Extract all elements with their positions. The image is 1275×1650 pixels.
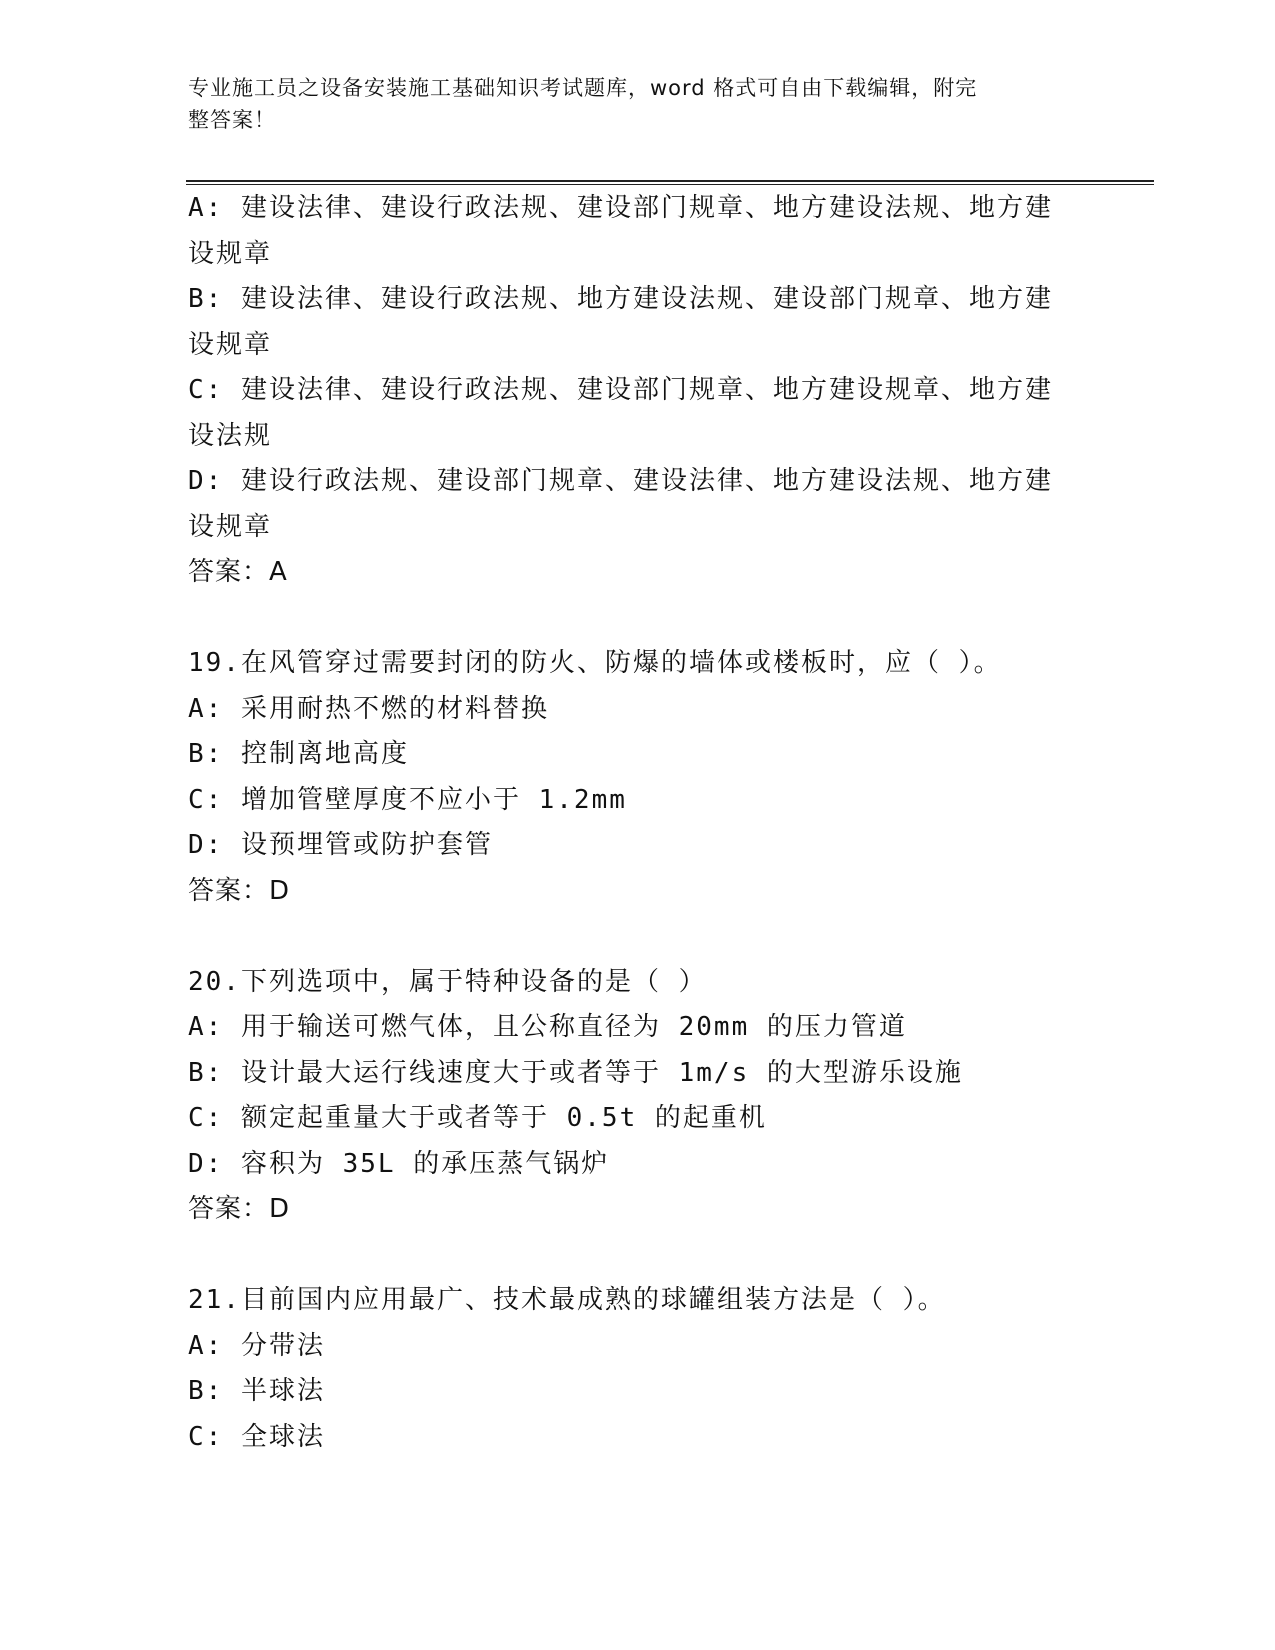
- question-21-block: [188, 1278, 1078, 1460]
- question-19-text: 19.在风管穿过需要封闭的防火、防爆的墙体或楼板时，应（ ）。: [188, 648, 1002, 678]
- option-b: B: 控制离地高度: [188, 739, 409, 769]
- answer-18: 答案：A: [188, 557, 288, 587]
- option-a: A: 用于输送可燃气体，且公称直径为 20mm 的压力管道: [188, 1012, 907, 1042]
- option-a-line-2: 设规章: [188, 238, 273, 269]
- option-b-line-2: 设规章: [188, 329, 273, 360]
- option-c: C: 额定起重量大于或者等于 0.5t 的起重机: [188, 1103, 767, 1133]
- header-divider-thin: [186, 184, 1154, 185]
- option-c: C: 增加管壁厚度不应小于 1.2mm: [188, 784, 627, 815]
- option-a: A: 采用耐热不燃的材料替换: [188, 693, 549, 724]
- option-c-line-2: 设法规: [188, 420, 273, 451]
- question-18-block: [188, 186, 1078, 596]
- option-c-line-1: C: 建设法律、建设行政法规、建设部门规章、地方建设规章、地方建: [188, 375, 1053, 405]
- question-21-text: 21.目前国内应用最广、技术最成熟的球罐组装方法是（ ）。: [188, 1285, 946, 1315]
- answer-19: 答案：D: [188, 875, 291, 906]
- option-a-line-1: A: 建设法律、建设行政法规、建设部门规章、地方建设法规、地方建: [188, 193, 1053, 223]
- spacer: [188, 1233, 1078, 1279]
- option-d: D: 容积为 35L 的承压蒸气锅炉: [188, 1148, 610, 1179]
- option-d-line-1: D: 建设行政法规、建设部门规章、建设法律、地方建设法规、地方建: [188, 466, 1053, 496]
- question-20-block: [188, 960, 1078, 1233]
- option-d-line-2: 设规章: [188, 511, 273, 542]
- option-b: B: 设计最大运行线速度大于或者等于 1m/s 的大型游乐设施: [188, 1057, 963, 1088]
- header-line-1: 专业施工员之设备安装施工基础知识考试题库，word 格式可自由下载编辑，附完: [188, 76, 978, 100]
- question-19-block: [188, 641, 1078, 914]
- question-20-text: 20.下列选项中，属于特种设备的是（ ）: [188, 966, 707, 997]
- header-line-2: 整答案！: [188, 108, 276, 132]
- option-c: C: 全球法: [188, 1421, 325, 1452]
- spacer: [188, 914, 1078, 960]
- option-b-line-1: B: 建设法律、建设行政法规、地方建设法规、建设部门规章、地方建: [188, 284, 1053, 314]
- header-divider-thick: [186, 180, 1154, 182]
- page-header: [188, 72, 1068, 136]
- option-a: A: 分带法: [188, 1330, 325, 1361]
- spacer: [188, 596, 1078, 642]
- answer-20: 答案：D: [188, 1194, 291, 1224]
- option-d: D: 设预埋管或防护套管: [188, 830, 493, 860]
- document-body: [188, 186, 1078, 1460]
- option-b: B: 半球法: [188, 1376, 325, 1406]
